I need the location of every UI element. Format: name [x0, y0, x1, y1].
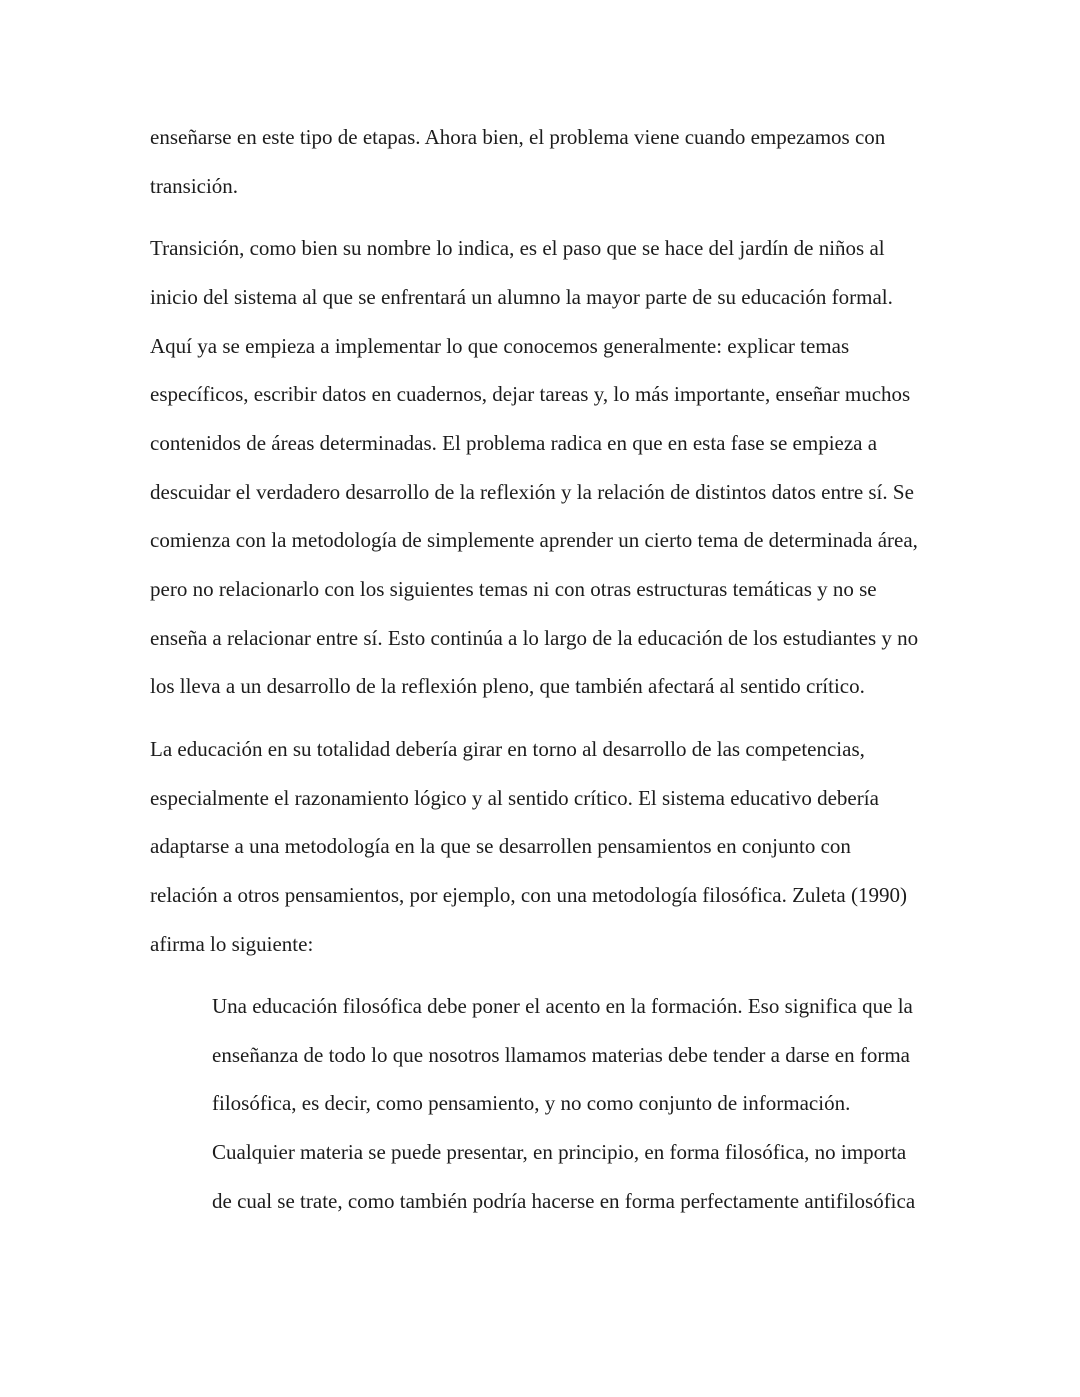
quote-line: Cualquier materia se puede presentar, en principio, en forma filosófica, no importa — [212, 1140, 907, 1165]
paragraph-3 — [150, 725, 960, 968]
paragraph-1 — [150, 113, 960, 210]
text-line: descuidar el verdadero desarrollo de la reflexión y la relación de distintos datos entre sí. Se — [150, 479, 914, 504]
text-line: inicio del sistema al que se enfrentará un alumno la mayor parte de su educación formal. — [150, 284, 893, 309]
quote-line: de cual se trate, como también podría hacerse en forma perfectamente antifilosófica — [212, 1188, 916, 1213]
text-line: Transición, como bien su nombre lo indica, es el paso que se hace del jardín de niños al — [150, 236, 885, 261]
quote-line: filosófica, es decir, como pensamiento, y no como conjunto de información. — [212, 1091, 851, 1116]
quote-line: enseñanza de todo lo que nosotros llamamos materias debe tender a darse en forma — [212, 1042, 910, 1067]
text-line: específicos, escribir datos en cuadernos, dejar tareas y, lo más importante, enseñar muchos — [150, 382, 911, 407]
text-line: contenidos de áreas determinadas. El problema radica en que en esta fase se empieza a — [150, 430, 878, 455]
text-line: Aquí ya se empieza a implementar lo que conocemos generalmente: explicar temas — [150, 333, 850, 358]
text-line: comienza con la metodología de simplemente aprender un cierto tema de determinada área, — [150, 528, 918, 553]
text-line: transición. — [150, 173, 239, 198]
text-line: enseñarse en este tipo de etapas. Ahora bien, el problema viene cuando empezamos con — [150, 125, 886, 149]
paragraph-2 — [150, 224, 960, 711]
document-body — [150, 113, 960, 1226]
text-line: enseña a relacionar entre sí. Esto continúa a lo largo de la educación de los estudiantes y no — [150, 625, 919, 650]
text-line: pero no relacionarlo con los siguientes temas ni con otras estructuras temáticas y no se — [150, 576, 877, 601]
block-quote — [150, 982, 960, 1225]
text-line: afirma lo siguiente: — [150, 931, 314, 956]
text-line: adaptarse a una metodología en la que se desarrollen pensamientos en conjunto con — [150, 834, 851, 859]
quote-line: Una educación filosófica debe poner el acento en la formación. Eso significa que la — [212, 994, 913, 1019]
text-line: relación a otros pensamientos, por ejemplo, con una metodología filosófica. Zuleta (1990) — [150, 882, 907, 907]
text-line: especialmente el razonamiento lógico y al sentido crítico. El sistema educativo debería — [150, 785, 879, 810]
text-line: los lleva a un desarrollo de la reflexión pleno, que también afectará al sentido crítico. — [150, 674, 865, 699]
text-line: La educación en su totalidad debería girar en torno al desarrollo de las competencias, — [150, 736, 865, 761]
